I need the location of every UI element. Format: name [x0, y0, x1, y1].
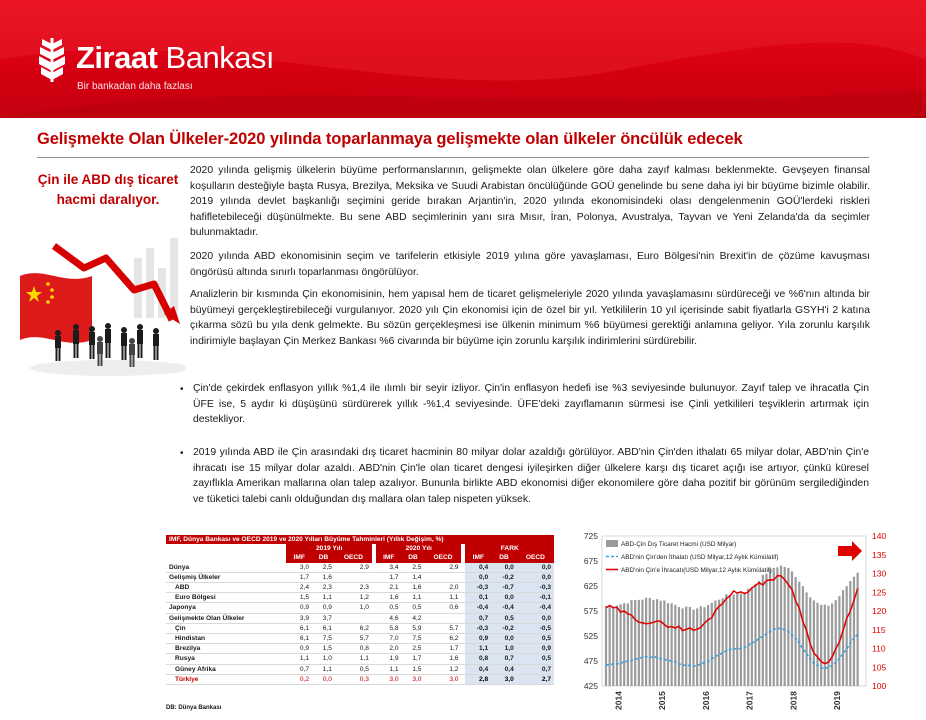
table-cell: 1,1: [312, 593, 335, 603]
brand-tagline: Bir bankadan daha fazlası: [77, 81, 193, 92]
ziraat-logo: [36, 36, 276, 96]
table-cell: 3,0: [376, 674, 402, 684]
trade-volume-bar: [634, 600, 636, 686]
table-row-label: Rusya: [166, 654, 286, 664]
table-cell: 5,7: [424, 623, 461, 633]
table-cell: 2,3: [312, 583, 335, 593]
table-cell: 0,2: [286, 674, 312, 684]
table-cell: 0,0: [491, 634, 517, 644]
table-cell: 7,5: [312, 634, 335, 644]
bullet-item-trade: 2019 yılında ABD ile Çin arasındaki dış ticaret hacminin 80 milyar dolar azaldığı görülüyor. ABD'nin Çin'den ithalatı 65 milyar dolar, ABD'nin Çin'e ihracatı ise 15 milyar dolar azaldı. ABD'nin Çin'le olan ticaret dengesi iyileşirken diğer ülkelere karşı dış ticaret açığı ise artıyor, çünkü küresel zayıflıkla Amerikan mallarına olan talep azalıyor. Bununla birlikte ABD ekonomisi diğer ekonomilere göre daha pozitif bir görünüm sergilediğinden ve tüketici talebi canlı olduğundan dış mallara olan talep nispeten yüksek.: [193, 447, 869, 505]
table-row-label: Gelişmekte Olan Ülkeler: [166, 613, 286, 623]
trade-volume-bar: [692, 610, 694, 686]
trade-volume-bar: [842, 590, 844, 686]
table-cell: 0,4: [465, 664, 491, 674]
table-cell: 4,2: [402, 613, 425, 623]
table-cell: 0,4: [491, 664, 517, 674]
table-row: [166, 613, 554, 623]
table-cell: 0,7: [465, 613, 491, 623]
trade-volume-bar: [729, 595, 731, 686]
trade-volume-bar: [725, 594, 727, 686]
table-row: [166, 674, 554, 684]
table-cell: 6,1: [312, 623, 335, 633]
column-header: IMF: [465, 553, 491, 562]
table-cell: 1,0: [335, 603, 372, 613]
table-cell: 0,9: [312, 603, 335, 613]
table-cell: 5,8: [376, 623, 402, 633]
trade-volume-bar: [758, 581, 760, 686]
y-right-tick-label: 110: [872, 643, 886, 654]
table-cell: 2,4: [286, 583, 312, 593]
side-heading: Çin ile ABD dış ticaret hacmi daralıyor.: [37, 172, 179, 207]
table-cell: 6,2: [335, 623, 372, 633]
trade-volume-bar: [667, 603, 669, 686]
trade-volume-bar: [754, 584, 756, 686]
table-cell: 3,0: [424, 674, 461, 684]
table-cell: 0,7: [517, 664, 554, 674]
trade-volume-bar: [671, 603, 673, 686]
page-title: Gelişmekte Olan Ülkeler-2020 yılında toparlanmaya gelişmekte olan ülkeler öncülük edecek: [37, 130, 743, 148]
table-row-label: Türkiye: [166, 674, 286, 684]
bullet-marker: •: [180, 384, 184, 395]
y-right-tick-label: 105: [872, 662, 887, 673]
table-cell: 0,7: [491, 654, 517, 664]
trade-volume-bar: [605, 606, 607, 686]
table-row-label: ABD: [166, 583, 286, 593]
table-cell: 2,9: [424, 563, 461, 573]
table-cell: -0,4: [517, 603, 554, 613]
table-cell: -0,4: [465, 603, 491, 613]
table-cell: 0,0: [517, 563, 554, 573]
table-cell: 1,5: [312, 644, 335, 654]
x-tick-label: 2014: [613, 691, 624, 710]
trade-volume-bar: [751, 587, 753, 686]
table-cell: 0,8: [335, 644, 372, 654]
y-left-tick-label: 475: [583, 656, 598, 666]
table-cell: 1,4: [402, 572, 425, 582]
trade-volume-bar: [805, 592, 807, 686]
table-corner: [166, 553, 286, 562]
table-cell: -0,3: [465, 583, 491, 593]
table-cell: 0,9: [286, 603, 312, 613]
x-tick-label: 2019: [832, 691, 843, 710]
table-cell: 1,1: [286, 654, 312, 664]
y-right-tick-label: 100: [872, 681, 887, 691]
table-cell: 7,5: [402, 634, 425, 644]
table-row-label: Güney Afrika: [166, 664, 286, 674]
y-left-tick-label: 575: [583, 606, 598, 616]
table-cell: 0,8: [465, 654, 491, 664]
y-left-tick-label: 725: [583, 531, 598, 541]
column-header: IMF: [376, 553, 402, 562]
trade-volume-bar: [820, 605, 822, 686]
table-cell: 2,8: [465, 674, 491, 684]
legend-label: ABD'nin Çin'den İthalatı (USD Milyar,12 Aylık Kümülatif): [621, 554, 779, 561]
table-cell: 1,1: [465, 644, 491, 654]
table-cell: 2,9: [335, 563, 372, 573]
column-header: OECD: [424, 553, 461, 562]
y-right-tick-label: 125: [872, 587, 887, 598]
paragraph-1: 2020 yılında gelişmiş ülkelerin büyüme performanslarının, gelişmekte olan ülkelere göre daha zayıf kalması beklenmekte. Gevşeyen finansal koşulların desteğiyle başta Rusya, Brezilya, Meksika ve Suudi Arabistan öncülüğünde GOÜ genelinde bu sene daha iyi bir büyüme bizimle olabilir. 2019 yılında devlet başkanlığı seçimini geride bırakan Arjantin'in, 2020 yılında ekonomisindeki olası dengelenmenin GOÜ'lerdeki riskleri hafifletebileceği düşünülmekte. Bu sene ABD seçimlerinin yanı sıra Mısır, İran, Polonya, Avustralya, Tayvan ve Yeni Zelanda'da da seçimler bulunmaktadır.: [190, 165, 870, 239]
table-cell: 1,7: [402, 654, 425, 664]
table-cell: 2,3: [335, 583, 372, 593]
trade-volume-bar: [678, 607, 680, 686]
table-cell: 2,0: [424, 583, 461, 593]
table-row-label: Japonya: [166, 603, 286, 613]
bullet-marker: •: [180, 448, 184, 459]
trade-volume-bar: [733, 595, 735, 686]
table-cell: 2,7: [517, 674, 554, 684]
trade-volume-bar: [612, 607, 614, 686]
table-cell: 2,5: [312, 563, 335, 573]
trade-volume-bar: [700, 606, 702, 686]
trade-volume-bar: [784, 567, 786, 686]
x-tick-label: 2018: [788, 691, 799, 710]
table-cell: 0,5: [376, 603, 402, 613]
table-cell: 1,7: [286, 572, 312, 582]
trade-volume-bar: [813, 600, 815, 686]
table-cell: -0,1: [517, 593, 554, 603]
table-cell: 1,2: [424, 664, 461, 674]
trade-volume-bar: [773, 568, 775, 686]
table-source-note: DB: Dünya Bankası: [166, 705, 222, 711]
trade-volume-bar: [707, 605, 709, 686]
table-cell: 1,0: [312, 654, 335, 664]
table-cell: 1,6: [312, 572, 335, 582]
brand-header: [0, 0, 926, 118]
table-row: [166, 644, 554, 654]
table-cell: 7,0: [376, 634, 402, 644]
y-right-tick-label: 115: [872, 624, 886, 635]
trade-volume-bar: [652, 600, 654, 686]
trade-volume-bar: [609, 606, 611, 686]
table-cell: 1,1: [402, 593, 425, 603]
table-row-label: Euro Bölgesi: [166, 593, 286, 603]
legend-swatch: [606, 540, 618, 547]
trade-volume-bar: [722, 598, 724, 686]
table-row: [166, 603, 554, 613]
trade-volume-bar: [619, 604, 621, 686]
trade-volume-bar: [638, 600, 640, 686]
trade-volume-bar: [795, 577, 797, 686]
trade-volume-bar: [630, 600, 632, 686]
table-cell: -0,7: [491, 583, 517, 593]
trade-volume-bar: [798, 582, 800, 686]
table-cell: 1,5: [402, 664, 425, 674]
table-cell: -0,3: [465, 623, 491, 633]
table-cell: 1,2: [335, 593, 372, 603]
x-tick-label: 2017: [744, 691, 755, 710]
table-cell: 3,0: [402, 674, 425, 684]
table-cell: 0,0: [491, 593, 517, 603]
trade-volume-bar: [827, 606, 829, 686]
table-corner: [166, 544, 286, 553]
trade-volume-bar: [776, 567, 778, 686]
paragraph-3: Analizlerin bir kısmında Çin ekonomisinin, hem yapısal hem de ticaret gelişmeleriyle 2020 yılında yavaşlamasını sürdüreceği ve %6'nın altında bir büyümeyi gerçekleştirebileceği vurgulanıyor. 2020 yılı Çin ekonomisi için de özel bir yıl. Yetkililerin 10 yıl içerisinde sabit fiyatlarla GSYH'i 2 katına çıkarma sözü bu yıla denk gelmekte. Bu sözün gerçekleşmesi ise ülkenin minimum %6 büyümesi gerektiği anlamına geliyor. Yıla zorunlu karşılık indirimiyle başlayan Çin Merkez Bankası %6 civarında bir büyüme için zorunlu karşılık indirimlerini sürdürebilir.: [190, 289, 870, 347]
table-cell: 2,5: [402, 644, 425, 654]
table-cell: 1,7: [376, 572, 402, 582]
table-cell: 0,0: [517, 613, 554, 623]
table-row-label: Gelişmiş Ülkeler: [166, 572, 286, 582]
trade-volume-bar: [623, 603, 625, 686]
table-cell: 0,7: [286, 664, 312, 674]
trade-volume-bar: [743, 593, 745, 686]
table-cell: 3,4: [376, 563, 402, 573]
growth-forecast-table: [166, 535, 554, 685]
table-cell: 6,2: [424, 634, 461, 644]
table-group-header: 2020 Yılı: [376, 544, 462, 553]
trade-volume-bar: [685, 607, 687, 686]
trade-volume-bar: [627, 604, 629, 686]
table-cell: 1,5: [286, 593, 312, 603]
trade-volume-bar: [849, 581, 851, 686]
table-cell: 0,0: [312, 674, 335, 684]
table-cell: 0,0: [465, 572, 491, 582]
trade-volume-bar: [718, 600, 720, 686]
table-cell: 5,9: [402, 623, 425, 633]
column-header: DB: [402, 553, 425, 562]
trade-volume-bar: [649, 598, 651, 686]
table-cell: 1,1: [312, 664, 335, 674]
trade-volume-bar: [663, 600, 665, 686]
table-row: [166, 634, 554, 644]
table-cell: [424, 613, 461, 623]
trade-volume-bar: [641, 600, 643, 686]
column-header: DB: [312, 553, 335, 562]
table-cell: 6,1: [286, 634, 312, 644]
table-group-header: 2019 Yılı: [286, 544, 372, 553]
table-cell: [424, 572, 461, 582]
table-cell: -0,4: [491, 603, 517, 613]
table-row-label: Dünya: [166, 563, 286, 573]
table-cell: 0,9: [286, 644, 312, 654]
table-cell: 5,7: [335, 634, 372, 644]
trade-volume-bar: [846, 586, 848, 686]
brand-name: Ziraat Bankası: [76, 40, 275, 75]
paragraph-2: 2020 yılında ABD ekonomisinin seçim ve tarifelerin etkisiyle 2019 yılına göre yavaşlaması, Euro Bölgesi'nin Brexit'in de çözüme kavuşması öngörüsü altında sınırlı toparlanması öngörülüyor.: [190, 251, 870, 278]
table-cell: 3,0: [491, 674, 517, 684]
table-cell: 0,5: [517, 634, 554, 644]
x-tick-label: 2016: [700, 691, 711, 710]
trade-volume-bar: [660, 601, 662, 686]
table-cell: 2,5: [402, 563, 425, 573]
table-cell: 1,6: [424, 654, 461, 664]
trade-volume-bar: [835, 600, 837, 686]
column-header: DB: [491, 553, 517, 562]
table-cell: 0,1: [465, 593, 491, 603]
trade-volume-bar: [824, 605, 826, 686]
table-cell: 3,7: [312, 613, 335, 623]
trade-volume-bar: [696, 608, 698, 686]
y-left-tick-label: 675: [583, 556, 598, 566]
wheat-logo-icon: [36, 36, 68, 84]
trade-volume-bar: [740, 594, 742, 686]
trade-volume-bar: [616, 606, 618, 686]
trade-volume-bar: [645, 598, 647, 686]
table-row: [166, 593, 554, 603]
table-cell: 2,1: [376, 583, 402, 593]
legend-label: ABD'nin Çin'e İhracatı(USD Milyar,12 Aylık Kümülatif): [621, 567, 772, 574]
trade-volume-bar: [656, 599, 658, 686]
trade-volume-bar: [689, 607, 691, 686]
trade-volume-bar: [802, 586, 804, 686]
trade-volume-bar: [674, 605, 676, 686]
table-cell: 0,9: [465, 634, 491, 644]
table-caption: IMF, Dünya Bankası ve OECD 2019 ve 2020 Yılları Büyüme Tahminleri (Yıllık Değişim, %): [166, 535, 554, 544]
table-cell: 0,3: [335, 674, 372, 684]
table-row-label: Brezilya: [166, 644, 286, 654]
y-left-tick-label: 625: [583, 581, 598, 591]
table-cell: 3,0: [286, 563, 312, 573]
table-cell: 0,0: [517, 572, 554, 582]
trade-volume-bar: [780, 566, 782, 686]
table-cell: 1,6: [402, 583, 425, 593]
y-right-tick-label: 130: [872, 568, 887, 579]
column-header: OECD: [517, 553, 554, 562]
trade-volume-bar: [769, 569, 771, 686]
y-right-tick-label: 135: [872, 549, 887, 560]
bullet-item-inflation: Çin'de çekirdek enflasyon yıllık %1,4 ile ılımlı bir seyir izliyor. Çin'in enflasyon hedefi ise %3 seviyesinde bulunuyor. Zayıf talep ve ihracatla Çin ÜFE ise, 5 aydır ki düşüşünü sürdürerek yıllık -%1,4 seviyesinde. ÜFE'deki zayıflamanın sürmesi ise Çinli yetkilileri teşviklerin artırmak için destekliyor.: [193, 383, 869, 426]
table-row: [166, 572, 554, 582]
title-divider: [37, 157, 869, 158]
y-right-tick-label: 120: [872, 606, 887, 616]
table-cell: 2,0: [376, 644, 402, 654]
trade-volume-bar: [681, 608, 683, 686]
table-row-label: Çin: [166, 623, 286, 633]
table-row: [166, 664, 554, 674]
table-cell: -0,5: [517, 623, 554, 633]
y-left-tick-label: 425: [583, 681, 598, 691]
table-cell: 1,7: [424, 644, 461, 654]
trade-volume-bar: [853, 577, 855, 686]
table-cell: 6,1: [286, 623, 312, 633]
table-cell: 1,1: [424, 593, 461, 603]
us-china-trade-chart: [566, 528, 912, 720]
table-cell: 3,9: [286, 613, 312, 623]
table-row: [166, 563, 554, 573]
table-group-header: FARK: [465, 544, 554, 553]
trade-volume-bar: [762, 575, 764, 686]
table-cell: 0,5: [491, 613, 517, 623]
table-cell: -0,3: [517, 583, 554, 593]
y-right-tick-label: 140: [872, 531, 887, 541]
table-cell: 1,9: [376, 654, 402, 664]
table-cell: 1,1: [376, 664, 402, 674]
table-cell: -0,2: [491, 623, 517, 633]
legend-label: ABD-Çin Dış Ticaret Hacmi (USD Milyar): [621, 541, 737, 548]
table-row-label: Hindistan: [166, 634, 286, 644]
table-cell: 0,0: [491, 563, 517, 573]
table-cell: 4,6: [376, 613, 402, 623]
table-row: [166, 583, 554, 593]
table-cell: 0,9: [517, 644, 554, 654]
table-cell: 0,5: [402, 603, 425, 613]
trade-volume-bar: [831, 604, 833, 686]
china-trade-illustration: [14, 228, 186, 380]
table-cell: 1,0: [491, 644, 517, 654]
y-left-tick-label: 525: [583, 631, 598, 641]
table-row: [166, 654, 554, 664]
trade-volume-bar: [703, 607, 705, 686]
trade-volume-bar: [736, 593, 738, 686]
column-header: OECD: [335, 553, 372, 562]
trade-volume-bar: [747, 589, 749, 686]
trade-volume-bar: [765, 574, 767, 686]
table-cell: [335, 613, 372, 623]
table-row: [166, 623, 554, 633]
table-cell: [335, 572, 372, 582]
x-tick-label: 2015: [657, 691, 668, 710]
table-cell: 0,5: [335, 664, 372, 674]
table-cell: 0,4: [465, 563, 491, 573]
table-cell: 1,1: [335, 654, 372, 664]
table-cell: -0,2: [491, 572, 517, 582]
table-cell: 1,6: [376, 593, 402, 603]
table-cell: 0,6: [424, 603, 461, 613]
column-header: IMF: [286, 553, 312, 562]
table-cell: 0,5: [517, 654, 554, 664]
trade-volume-bar: [816, 603, 818, 686]
